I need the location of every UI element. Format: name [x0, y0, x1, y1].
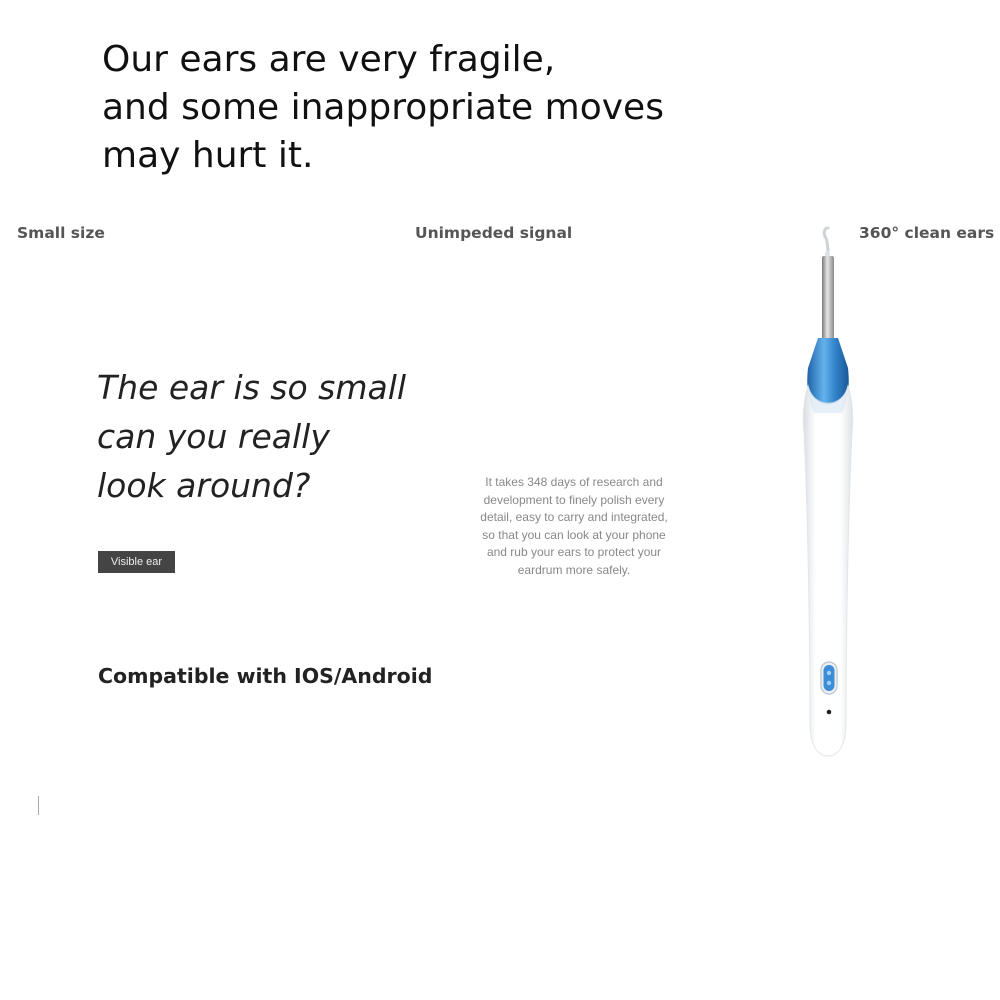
description-line-2: development to finely polish every	[483, 492, 665, 507]
cursor-mark	[38, 796, 39, 815]
indicator-light	[827, 710, 832, 715]
tagline-line-2: can you really	[97, 417, 330, 456]
description-line-6: eardrum more safely.	[517, 562, 631, 577]
tagline	[97, 363, 406, 510]
feature-small-size: Small size	[17, 224, 105, 242]
headline-line-2: and some inappropriate moves	[102, 87, 664, 128]
probe-shaft	[822, 256, 834, 340]
description-line-4: so that you can look at your phone	[482, 527, 666, 542]
description-line-5: and rub your ears to protect your	[486, 545, 662, 559]
tagline-line-3: look around?	[97, 466, 311, 505]
tagline-line-1: The ear is so small	[97, 368, 407, 407]
product-description	[458, 474, 690, 579]
feature-unimpeded-signal: Unimpeded signal	[415, 224, 573, 242]
headline	[102, 36, 664, 180]
compatibility-text: Compatible with IOS/Android	[98, 664, 433, 688]
power-button	[821, 662, 837, 694]
description-line-1: It takes 348 days of research and	[485, 475, 663, 489]
description-line-3: detail, easy to carry and integrated,	[480, 510, 668, 524]
ear-camera-device	[790, 218, 866, 758]
device-body	[803, 386, 853, 756]
visible-ear-badge: Visible ear	[98, 551, 175, 573]
headline-line-1: Our ears are very fragile,	[102, 39, 556, 80]
headline-line-3: may hurt it.	[102, 135, 314, 176]
feature-360-clean: 360° clean ears	[859, 224, 995, 242]
ear-scoop-tip	[824, 228, 830, 257]
